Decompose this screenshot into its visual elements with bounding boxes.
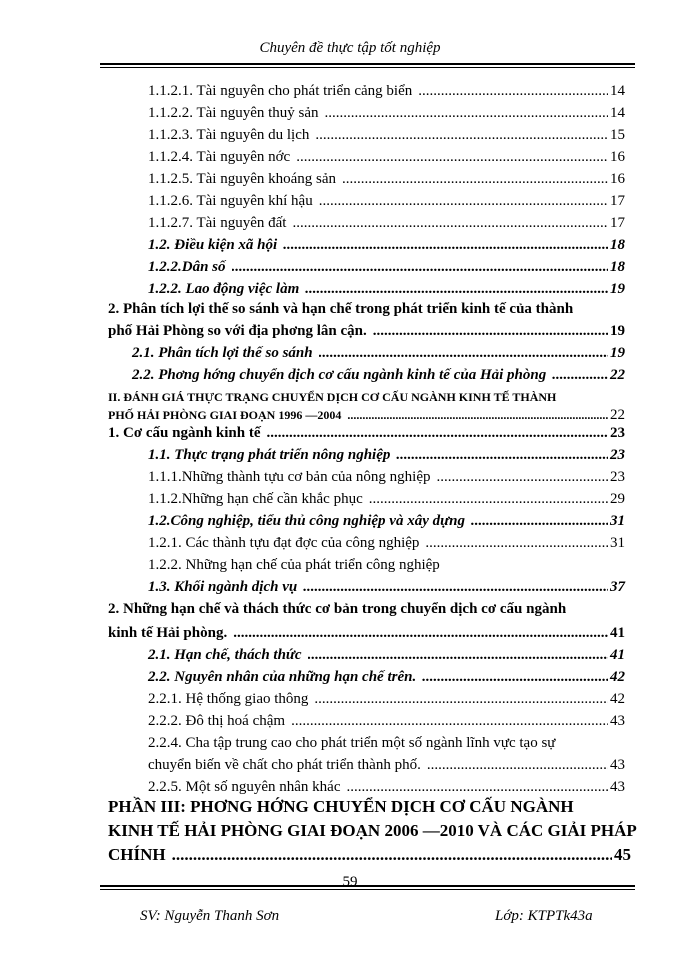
toc-entry-title: 2.2.5. Một số nguyên nhân khác: [148, 779, 341, 795]
toc-entry[interactable]: [148, 444, 625, 466]
toc-entry-page: 19: [610, 345, 625, 361]
header-rule-thin: [100, 67, 635, 68]
toc-entry-title: 1.1.2.6. Tài nguyên khí hậu: [148, 193, 313, 209]
toc-entry-page: 31: [610, 513, 625, 529]
toc-entry-title: 1.1.2.Những hạn chế cần khắc phục: [148, 491, 363, 507]
page-header: Chuyên đề thực tập tốt nghiệp: [259, 40, 441, 56]
toc-entry-page: 41: [610, 647, 625, 663]
toc-entry[interactable]: [108, 320, 625, 342]
toc-entry-page: 23: [610, 447, 625, 463]
toc-entry-title: 2.1. Hạn chế, thách thức: [148, 647, 302, 663]
toc-entry-page: 29: [610, 491, 625, 507]
toc-entry-page: 18: [610, 237, 625, 253]
toc-entry[interactable]: [108, 622, 625, 644]
toc-entry-title: 1.2. Điều kiện xã hội: [148, 237, 278, 253]
toc-entry-line2[interactable]: KINH TẾ HẢI PHÒNG GIAI ĐOẠN 2006 —2010 VÀ CÁC GIẢI PHÁP: [108, 821, 637, 840]
toc-entry-page: 37: [610, 579, 625, 595]
toc-entry[interactable]: [148, 256, 625, 278]
toc-entry-page: 16: [610, 171, 625, 187]
toc-entry-page: 14: [610, 105, 625, 121]
toc-entry-page: 41: [610, 625, 625, 641]
toc-entry-title: kinh tế Hải phòng.: [108, 625, 228, 641]
toc-entry-title: 1.2.2. Lao động việc làm: [148, 281, 300, 297]
toc-entry[interactable]: [148, 102, 625, 124]
toc-entry-page: 43: [610, 779, 625, 795]
toc-entry-line1[interactable]: 2. Những hạn chế và thách thức cơ bản trong chuyển dịch cơ cấu ngành: [108, 601, 567, 617]
toc-entry-page: 42: [610, 669, 625, 685]
toc-entry[interactable]: [148, 644, 625, 666]
toc-entry-page: 22: [610, 367, 625, 383]
toc-entry-title: 2.1. Phân tích lợi thế so sánh: [132, 345, 313, 361]
toc-entry-page: 17: [610, 193, 625, 209]
toc-entry-page: 23: [610, 469, 625, 485]
toc-entry[interactable]: [148, 466, 625, 488]
toc-entry-title: 1.2.Công nghiệp, tiểu thủ công nghiệp và xây dựng: [148, 513, 465, 529]
toc-entry-title: 1.2.1. Các thành tựu đạt đợc của công nghiệp: [148, 535, 420, 551]
toc-entry[interactable]: [108, 422, 625, 444]
footer-student: SV: Nguyễn Thanh Sơn: [140, 908, 280, 924]
page-number: 59: [342, 874, 358, 890]
toc-entry[interactable]: [148, 666, 625, 688]
toc-entry-title: 1.1.2.7. Tài nguyên đất: [148, 215, 287, 231]
toc-entry-title: chuyển biến về chất cho phát triển thành phố.: [148, 757, 421, 773]
toc-entry-title: 2.2.2. Đô thị hoá chậm: [148, 713, 286, 729]
toc-entry-page: 45: [614, 845, 631, 864]
toc-entry-title: 2.2. Nguyên nhân của những hạn chế trên.: [148, 669, 417, 685]
toc-entry[interactable]: [148, 234, 625, 256]
toc-entry[interactable]: [148, 754, 625, 776]
toc-entry-page: 19: [610, 323, 625, 339]
toc-entry[interactable]: [148, 168, 625, 190]
toc-entry-page: 22: [610, 407, 625, 423]
footer-class: Lớp: KTPTk43a: [495, 908, 593, 924]
toc-entry[interactable]: [148, 688, 625, 710]
toc-entry[interactable]: [132, 364, 625, 386]
toc-entry-title: 1.1.2.1. Tài nguyên cho phát triển cảng biển: [148, 83, 413, 99]
toc-entry-page: 23: [610, 425, 625, 441]
toc-entry-page: 18: [610, 259, 625, 275]
toc-entry-title: 1.1.2.2. Tài nguyên thuỷ sản: [148, 105, 319, 121]
toc-entry-title: 2.2. Phơng hớng chuyển dịch cơ cấu ngành kinh tế của Hải phòng: [132, 367, 547, 383]
toc-entry[interactable]: [148, 510, 625, 532]
toc-entry[interactable]: [148, 278, 625, 300]
toc-entry-title: 1.3. Khối ngành dịch vụ: [148, 579, 298, 595]
toc-entry-title[interactable]: 1.2.2. Những hạn chế của phát triển công nghiệp: [148, 557, 440, 573]
toc-entry-line1[interactable]: 2.2.4. Cha tập trung cao cho phát triển một số ngành lĩnh vực tạo sự: [148, 735, 556, 751]
toc-entry-title: CHÍNH: [108, 845, 166, 864]
toc-entry-page: 14: [610, 83, 625, 99]
toc-entry-line1[interactable]: PHẦN III: PHƠNG HỚNG CHUYỂN DỊCH CƠ CẤU NGÀNH: [108, 797, 574, 816]
toc-entry-page: 31: [610, 535, 625, 551]
toc-entry[interactable]: [148, 576, 625, 598]
toc-entry[interactable]: [148, 190, 625, 212]
toc-entry[interactable]: [108, 844, 631, 866]
toc-entry-title: PHỐ HẢI PHÒNG GIAI ĐOẠN 1996 —2004: [108, 408, 342, 422]
toc-entry-page: 43: [610, 713, 625, 729]
toc-entry-page: 17: [610, 215, 625, 231]
toc-entry[interactable]: [148, 146, 625, 168]
toc-entry-title: 1.1.2.5. Tài nguyên khoáng sản: [148, 171, 337, 187]
toc-entry-title: 2.2.1. Hệ thống giao thông: [148, 691, 309, 707]
toc-entry-page: 43: [610, 757, 625, 773]
toc-entry-page: 15: [610, 127, 625, 143]
toc-entry[interactable]: [148, 124, 625, 146]
toc-entry[interactable]: [148, 532, 625, 554]
toc-entry[interactable]: [148, 212, 625, 234]
toc-entry-page: 42: [610, 691, 625, 707]
toc-entry-title: 1.1. Thực trạng phát triển nông nghiệp: [148, 447, 391, 463]
toc-entry-title: 1.1.2.3. Tài nguyên du lịch: [148, 127, 310, 143]
header-rule: [100, 63, 635, 65]
toc-entry[interactable]: [132, 342, 625, 364]
toc-entry-title: 1. Cơ cấu ngành kinh tế: [108, 425, 261, 441]
toc-entry-title: phố Hải Phòng so với địa phơng lân cận.: [108, 323, 367, 339]
toc-entry[interactable]: [148, 710, 625, 732]
toc-entry-page: 19: [610, 281, 625, 297]
toc-entry-title: 1.1.1.Những thành tựu cơ bản của nông nghiệp: [148, 469, 431, 485]
toc-entry-title: 1.2.2.Dân số: [148, 259, 226, 275]
toc-entry[interactable]: [148, 776, 625, 798]
toc-entry[interactable]: [148, 488, 625, 510]
toc-entry-line1[interactable]: 2. Phân tích lợi thế so sánh và hạn chế trong phát triển kinh tế của thành: [108, 301, 574, 317]
toc-entry-page: 16: [610, 149, 625, 165]
toc-entry[interactable]: [148, 80, 625, 102]
toc-entry-title: 1.1.2.4. Tài nguyên nớc: [148, 149, 291, 165]
toc-entry-line1[interactable]: II. ĐÁNH GIÁ THỰC TRẠNG CHUYỂN DỊCH CƠ CẤU NGÀNH KINH TẾ THÀNH: [108, 390, 557, 404]
